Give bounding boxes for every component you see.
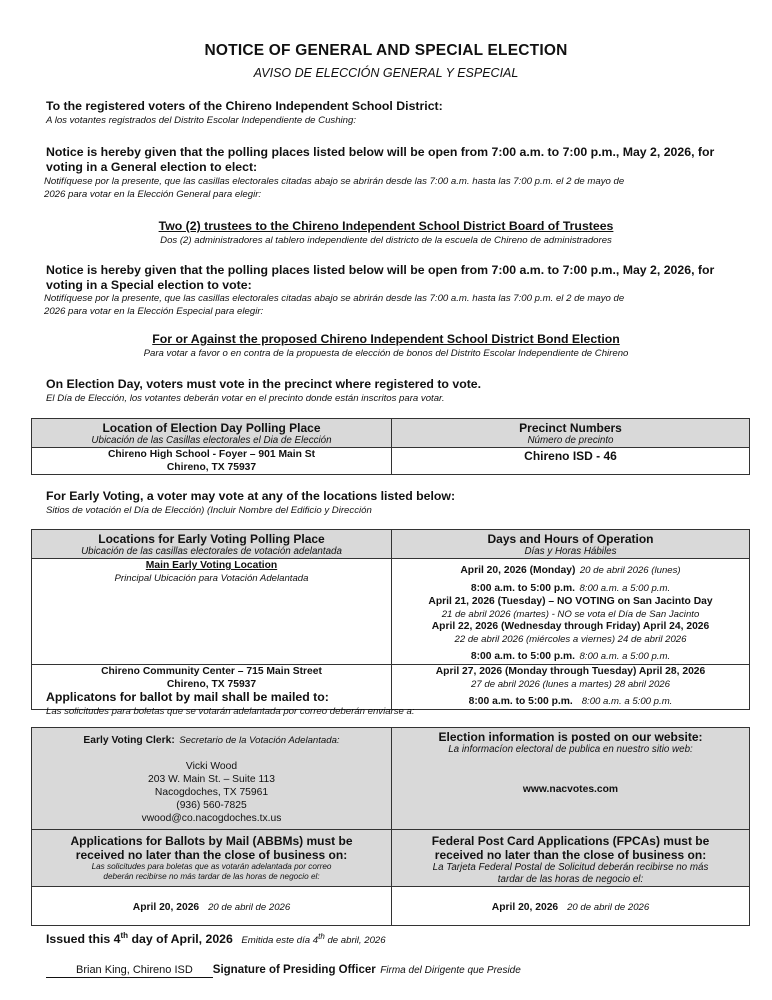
abbm-es2: deberán recibirse no más tardar de las horas de negocio el: [103,872,320,881]
special-notice-line2: voting in a Special election to vote: [46,278,252,292]
fpca-date: April 20, 2026 [491,902,559,913]
election-day-col2: Precinct Numbers [519,421,622,435]
special-notice-es2: 2026 para votar en la Elección Especial para elegir: [44,306,264,317]
signer-name: Brian King, Chireno ISD [46,964,213,978]
early-voting-location-header [32,530,392,559]
day1-hours-es: 8:00 a.m. a 5:00 p.m. [579,583,671,594]
signature-label-es: Firma del Dirigente que Preside [380,965,521,976]
abbm-date-es: 20 de abril de 2026 [208,902,291,913]
abbm-es1: Las solicitudes para boletas que as votarán adelantada por correo [91,862,332,871]
day1-date-es: 20 de abril 2026 (lunes) [579,565,681,576]
fpca-date-cell [392,887,750,926]
issued-text [46,932,233,946]
table-row [32,728,750,830]
table-row [32,887,750,926]
fpca-line2: received no later than the close of business on: [434,848,707,862]
table-row [32,830,750,887]
election-day-col2-es: Número de precinto [527,435,614,446]
general-notice-line1: Notice is hereby given that the polling places listed below will be open from 7:00 a.m. to 7:00 p.m., May 2, 2026, for [46,145,715,159]
special-measure-title: For or Against the proposed Chireno Independent School District Bond Election [152,332,620,346]
issued-line [46,930,746,948]
general-notice-es [44,175,764,201]
day4-hours-es: 8:00 a.m. a 5:00 p.m. [581,696,673,707]
list-item [392,560,749,578]
issued-es-sup: th [318,931,325,941]
early-voting-section [46,489,746,517]
abbm-cell [32,830,392,887]
day3-hours: 8:00 a.m. to 5:00 p.m. [470,651,576,662]
day3-date-es: 22 de abril 2026 (miércoles a viernes) 24 de abril 2026 [454,633,687,645]
website-heading: Election information is posted on our website: [438,730,703,744]
general-notice-es1: Notifíquese por la presente, que las casillas electorales citadas abajo se abrirán desde las 7:00 a.m. hasta las 7:00 p.m. el 2 de mayo de [44,176,625,187]
day3-hours-es: 8:00 a.m. a 5:00 p.m. [579,651,671,662]
election-day-location2: Chireno, TX 75937 [166,461,257,473]
issued-post: day of April, 2026 [128,932,233,946]
mail-heading: Applicatons for ballot by mail shall be mailed to: [46,690,329,704]
early-voting-col2: Days and Hours of Operation [487,532,654,546]
day4-date-es: 27 de abril 2026 (lunes a martes) 28 abril 2026 [471,678,670,690]
table-row [32,559,750,665]
election-day-heading: On Election Day, voters must vote in the precinct where registered to vote. [46,377,482,391]
general-notice-line2: voting in a General election to elect: [46,160,258,174]
early-voting-table [31,529,750,710]
election-day-precinct-cell [392,448,750,475]
website-heading-es: La informacíon electoral de publica en nuestro sitio web: [448,744,693,755]
abbm-line2: received no later than the close of business on: [75,848,348,862]
special-notice-es1: Notifíquese por la presente, que las casillas electorales citadas abajo se abrirán desde las 7:00 a.m. hasta las 7:00 p.m. el 2 de mayo de [44,293,625,304]
clerk-phone: (936) 560-7825 [176,800,247,811]
fpca-es2: tardar de las horas de negocio el: [497,874,644,885]
main-early-voting-label-es: Principal Ubicación para Votación Adelantada [114,572,309,584]
general-office-title: Two (2) trustees to the Chireno Independent School District Board of Trustees [158,219,614,233]
day2-date: April 21, 2026 (Tuesday) – NO VOTING on San Jacinto Day [428,596,713,607]
early-voting-table-header [32,530,750,559]
intro-heading: To the registered voters of the Chireno Independent School District: [46,99,443,113]
election-day-col1-es: Ubicación de las Casillas electorales el Dia de Elección [91,435,332,446]
general-notice [46,145,746,175]
day2-date-es: 21 de abril 2026 (martes) - NO se vota el Día de San Jacinto [441,608,700,620]
election-day-location1: Chireno High School - Foyer – 901 Main St [107,449,316,460]
list-item [392,646,749,664]
list-item [392,578,749,596]
special-notice-line1: Notice is hereby given that the polling places listed below will be open from 7:00 a.m. to 7:00 p.m., May 2, 2026, for [46,263,715,277]
clerk-label-es: Secretario de la Votación Adelantada: [179,735,340,746]
election-day-heading-es: El Día de Elección, los votantes deberán votar en el precinto donde están inscritos para votar. [46,393,445,404]
fpca-date-es: 20 de abril de 2026 [567,902,650,913]
day4-hours: 8:00 a.m. to 5:00 p.m. [468,696,573,707]
special-notice-es [44,292,764,318]
election-day-table [31,418,750,475]
day3-date: April 22, 2026 (Wednesday through Friday) April 24, 2026 [431,621,710,632]
fpca-line1: Federal Post Card Applications (FPCAs) must be [431,834,710,848]
main-early-voting-cell [32,559,392,665]
document-title: NOTICE OF GENERAL AND SPECIAL ELECTION [204,42,568,59]
early-voting-hours-header [392,530,750,559]
election-day-precinct: Chireno ISD - 46 [524,449,617,463]
early-voting-col1: Locations for Early Voting Polling Place [98,532,325,546]
early-voting-col1-es: Ubicación de las casillas electorales de votación adelantada [81,546,342,557]
general-office [0,219,772,247]
mail-table [31,727,750,926]
clerk-label: Early Voting Clerk: [83,735,175,746]
election-day-precinct-header [392,419,750,448]
clerk-cell [32,728,392,830]
community-center-line2: Chireno, TX 75937 [166,678,257,690]
early-voting-heading: For Early Voting, a voter may vote at any of the locations listed below: [46,489,456,503]
signature-label: Signature of Presiding Officer [212,964,376,976]
election-day-location-header [32,419,392,448]
issued-text-es [241,931,386,946]
election-day-section [46,377,746,405]
clerk-name: Vicki Wood [185,761,238,772]
main-early-voting-label: Main Early Voting Location [145,560,278,571]
day1-date: April 20, 2026 (Monday) [460,565,576,576]
intro-heading-es: A los votantes registrados del Distrito Escolar Independiente de Cushing: [46,115,357,126]
day4-date: April 27, 2026 (Monday through Tuesday) April 28, 2026 [435,666,706,677]
website-link[interactable]: www.nacvotes.com [522,784,619,795]
clerk-address1: 203 W. Main St. – Suite 113 [148,774,275,785]
special-notice [46,263,746,293]
clerk-address2: Nacogdoches, TX 75961 [154,787,269,798]
clerk-label-line [32,730,391,748]
mail-section [46,690,746,718]
community-center-line1: Chireno Community Center – 715 Main Street [101,666,322,677]
special-measure-title-es: Para votar a favor o en contra de la propuesta de elección de bonos del Distrito Escolar Independiente de Chireno [143,348,629,359]
clerk-email: vwood@co.nacogdoches.tx.us [141,813,282,824]
issued-es-pre: Emitida este día 4 [241,935,319,946]
early-voting-heading-es: Sitios de votación el Día de Elección) (Incluir Nombre del Edificio y Dirección [46,505,372,516]
intro-section [46,99,746,127]
special-measure [0,332,772,360]
general-office-title-es: Dos (2) administradores al tablero independiente del districto de la escuela de Chireno de administradores [160,235,612,246]
abbm-date: April 20, 2026 [132,902,200,913]
signature-line [46,960,746,978]
main-early-voting-hours [392,559,750,665]
issued-es-post: de abril, 2026 [324,935,386,946]
election-day-col1: Location of Election Day Polling Place [102,421,321,435]
election-day-location-cell [32,448,392,475]
document-subtitle: AVISO DE ELECCIÓN GENERAL Y ESPECIAL [253,66,519,80]
early-voting-col2-es: Días y Horas Hábiles [524,546,617,557]
mail-heading-es: Las solicitudes para boletas que se votarán adelantada por correo deberán enviarse a: [46,706,415,717]
issued-sup: th [120,930,129,940]
fpca-es1: La Tarjeta Federal Postal de Solicitud deberán recibirse no más [432,862,709,873]
election-day-table-header [32,419,750,448]
issued-pre: Issued this 4 [46,932,121,946]
abbm-line1: Applications for Ballots by Mail (ABBMs) must be [70,834,353,848]
general-notice-es2: 2026 para votar en la Elección General para elegir: [44,189,262,200]
table-row [32,448,750,475]
day1-hours: 8:00 a.m. to 5:00 p.m. [470,583,576,594]
website-cell [392,728,750,830]
fpca-cell [392,830,750,887]
abbm-date-cell [32,887,392,926]
